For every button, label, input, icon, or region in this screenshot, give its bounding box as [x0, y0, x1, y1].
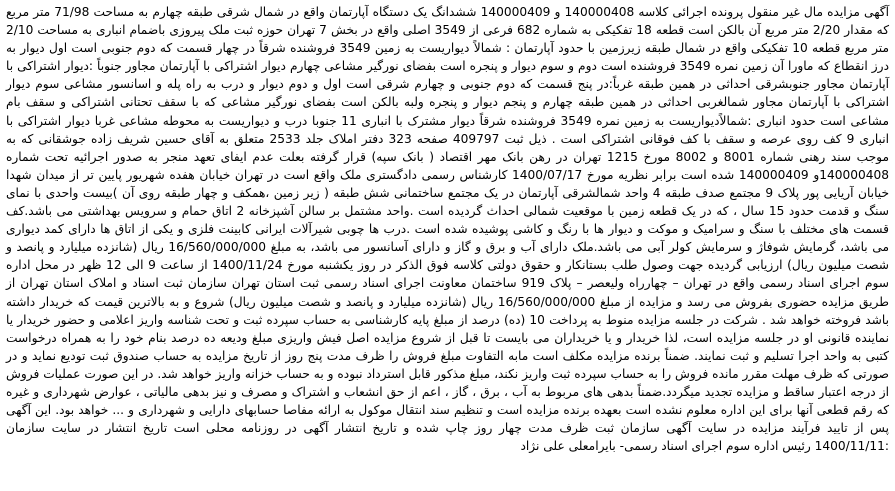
auction-notice-text: آگهی مزایده مال غیر منقول پرونده اجرائی کلاسه 140000408 و 140000409 ششدانگ یک دستگاه آپارتمان واقع در شمال شرقی طبقه چهارم به مساحت 71/98 متر مربع که مقدار 2/20 متر مربع آن بالکن است قطعه 18 تفکیکی به شماره 682 فرعی از 3549 اصلی واقع در بخش 7 تهران حوزه ثبت ملک پیروزی باضمام انباری به مساحت 2/10 متر مربع قطعه 10 تفکیکی واقع در شمال طبقه زیرزمین با حدود آپارتمان : شمالاً دیواریست به زمین 3549 فروشنده شرقاً در چهار قسمت که دوم جنوبی است اول دیوار به درز انقطاع که ماورا آن زمین نمره 3549 فروشنده است دوم و سوم دیوار و پنجره است بفضای نورگیر مشاعی چهارم دیوار اشتراکی با آپارتمان مجاور جنوباً :دیوار اشتراکی با آپارتمان مجاور جنوبشرقی احداثی در همین طبقه غرباً:در پنج قسمت که دوم جنوبی و چهارم شرقی است اول و دوم دیوار و درب به راه پله و اسانسور مشاعی سوم دیوار اشتراکی با آپارتمان مجاور شمالغربی احداثی در همین طبقه چهارم و پنجم دیوار و پنجره ولبه بالکن است بفضای نورگیر مشاعی که با سقف تحتانی اشتراکی و سقف بام مشاعی است حدود انباری :شمالاًدیواریست به زمین نمره 3549 فروشنده شرقاً دیوار مشترک با انباری 11 جنوبا درب و دیواریست به محوطه مشاعی غربا دیوار اشتراکی با انباری 9 کف روی عرصه و سقف با کف فوقانی اشتراکی است . ذیل ثبت 409797 صفحه 323 دفتر املاک جلد 2533 متعلق به آقای حسین شریف زاده جوشقانی که به موجب سند رهنی شماره 8001 و 8002 مورخ 1215 تهران در رهن بانک مهر اقتصاد ( بانک سپه) قرار گرفته بعلت عدم ایفای تعهد منجر به صدور اجرائیه تحت شماره 140000408و 140000409 شده است برابر نظریه مورخ 1400/07/17 کارشناس رسمی دادگستری ملک واقع است در تهران خیابان هفده شهریور پایین تر از میدان شهدا خیابان آریایی پور پلاک 9 مجتمع صدف طبقه 4 واحد شمالشرقی آپارتمان در یک مجتمع ساختمانی شش طبقه ( زیر زمین ،همکف و چهار طبقه روی آن )بیست واحدی با نمای سنگ و قدمت حدود 15 سال ، که در یک قطعه زمین با موقعیت شمالی احداث گردیده است .واحد مشتمل بر سالن آشپزخانه 2 اتاق حمام و سرویس بهداشتی می باشد.کف قسمت های مختلف با سنگ و سرامیک و موکت و دیوار ها با رنگ و کاشی پوشیده شده است .درب ها چوبی شیرآلات ایرانی کابینت فلزی و یکی از اتاق ها دارای کمد دیواری می باشد، گرمایش شوفاژ و سرمایش کولر آبی می باشد.ملک دارای آب و برق و گاز و دارای آسانسور می باشد، به مبلغ 16/560/000/000 ریال (شانزده میلیارد و پانصد و شصت میلیون ریال) ارزیابی گردیده جهت وصول طلب بستانکار و حقوق دولتی کلاسه فوق الذکر در روز یکشنبه مورخ 1400/11/24 از ساعت 9 الی 12 ظهر در محل اداره سوم اجرای اسناد رسمی واقع در تهران – چهارراه ولیعصر – پلاک 919 ساختمان معاونت اجرای اسناد رسمی ثبت استان تهران سازمان ثبت اسناد و املاک استان تهران از طریق مزایده حضوری بفروش می رسد و مزایده از مبلغ 16/560/000/000 ریال (شانزده میلیارد و پانصد و شصت میلیون ریال) شروع و به بالاترین قیمت که خریدار داشته باشد فروخته خواهد شد . شرکت در جلسه مزایده منوط به پرداخت 10 (ده) درصد از مبلغ پایه کارشناسی به حساب سپرده ثبت و تحت شناسه واریز اعلامی و حضور خریدار یا نماینده قانونی او در جلسه مزایده است، لذا خریدار و یا خریداران می بایست تا قبل از شروع مزایده اصل فیش واریزی مبلغ ودیعه ده درصد بنام خود را به همراه درخواست کتبی به واحد اجرا تسلیم و ثبت نمایند. ضمناً برنده مزایده مکلف است مابه التفاوت مبلغ فروش را ظرف مدت پنج روز از تاریخ مزایده به حساب صندوق ثبت تودیع نماید و در صورتی که ظرف مهلت مقرر مانده فروش را به حساب سپرده ثبت واریز نکند، مبلغ مذکور قابل استرداد نبوده و به حساب خزانه واریز خواهد شد. در این صورت عملیات فروش از درجه اعتبار ساقط و مزایده تجدید میگردد.ضمناً بدهی های مربوط به آب ، برق ، گاز ، اعم از حق انشعاب و اشتراک و مصرف و نیز بدهی مالیاتی ، عوارض شهرداری و غیره که رقم قطعی آنها برای این اداره معلوم نشده است بعهده برنده مزایده است و تنظیم سند انتقال موکول به ارائه مفاصا حسابهای دارایی و شهرداری و ... خواهد بود. این آگهی پس از تایید فرآیند مزایده در سایت آگهی سازمان ثبت ظرف مدت چهار روز چاپ شده و تاریخ انتشار آگهی در روزنامه محلی است تاریخ انتشار در سایت سازمان :1400/11/11 رئیس اداره سوم اجرای اسناد رسمی- بایرامعلی علی نژاد [6, 5, 890, 454]
